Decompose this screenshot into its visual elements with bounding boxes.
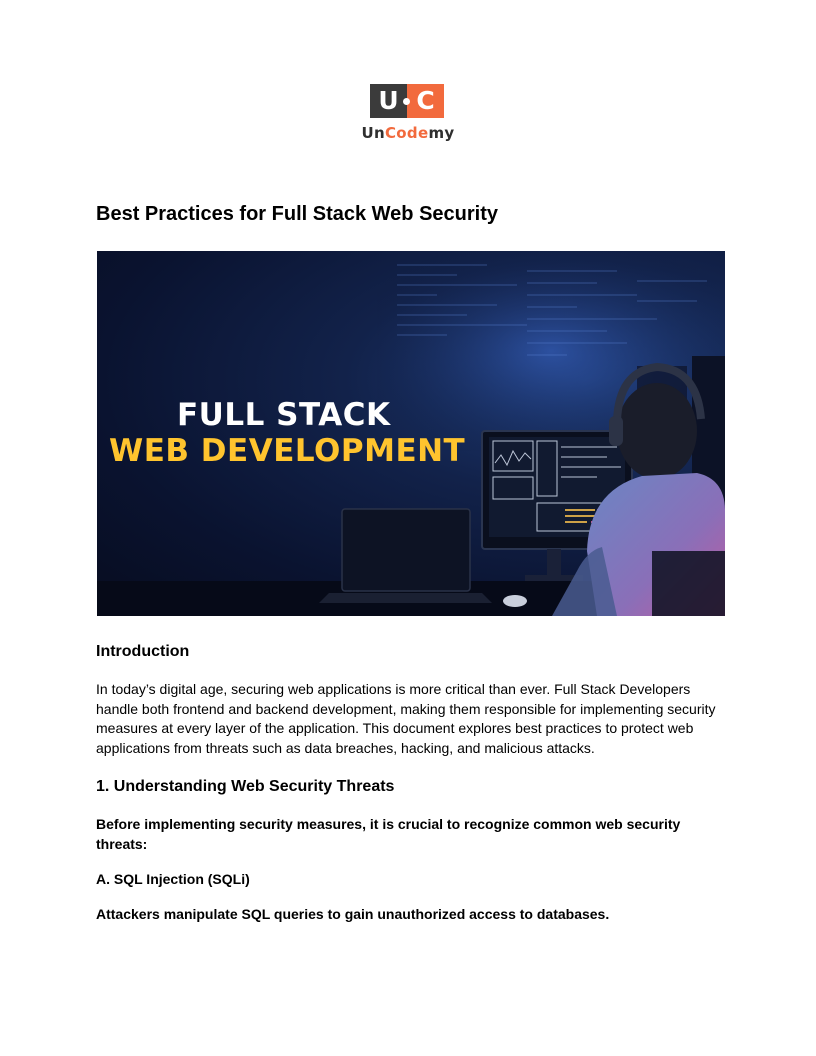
section1-lead: Before implementing security measures, it is crucial to recognize common web security threats: [96, 816, 681, 852]
logo-wordmark-part3: my [428, 124, 455, 142]
logo-letter-c: C [407, 84, 444, 118]
intro-paragraph: In today’s digital age, securing web applications is more critical than ever. Full Stack Developers handle both frontend and backend development, making them responsible for implementing security measures at every layer of the application. This document explores best practices to protect web applications from threats such as data breaches, hacking, and malicious attacks. [96, 681, 716, 756]
banner-image [97, 251, 725, 616]
section1-sub-a-body: Attackers manipulate SQL queries to gain unauthorized access to databases. [96, 906, 610, 922]
document-title: Best Practices for Full Stack Web Security [96, 203, 499, 225]
uncodemy-logo [346, 84, 470, 146]
section1-subheading-a: A. SQL Injection (SQLi) [96, 871, 250, 887]
intro-heading: Introduction [96, 643, 190, 660]
logo-wordmark-part1: Un [361, 124, 385, 142]
logo-wordmark-part2: Code [385, 124, 429, 142]
banner-heading-line1: FULL STACK [177, 397, 391, 433]
section1-heading: 1. Understanding Web Security Threats [96, 778, 395, 795]
banner-heading-line2: WEB DEVELOPMENT [109, 433, 466, 469]
logo-letter-u: U [370, 84, 407, 118]
logo-wordmark [346, 124, 470, 142]
logo-dot-icon [403, 98, 410, 105]
logo-mark [370, 84, 444, 118]
